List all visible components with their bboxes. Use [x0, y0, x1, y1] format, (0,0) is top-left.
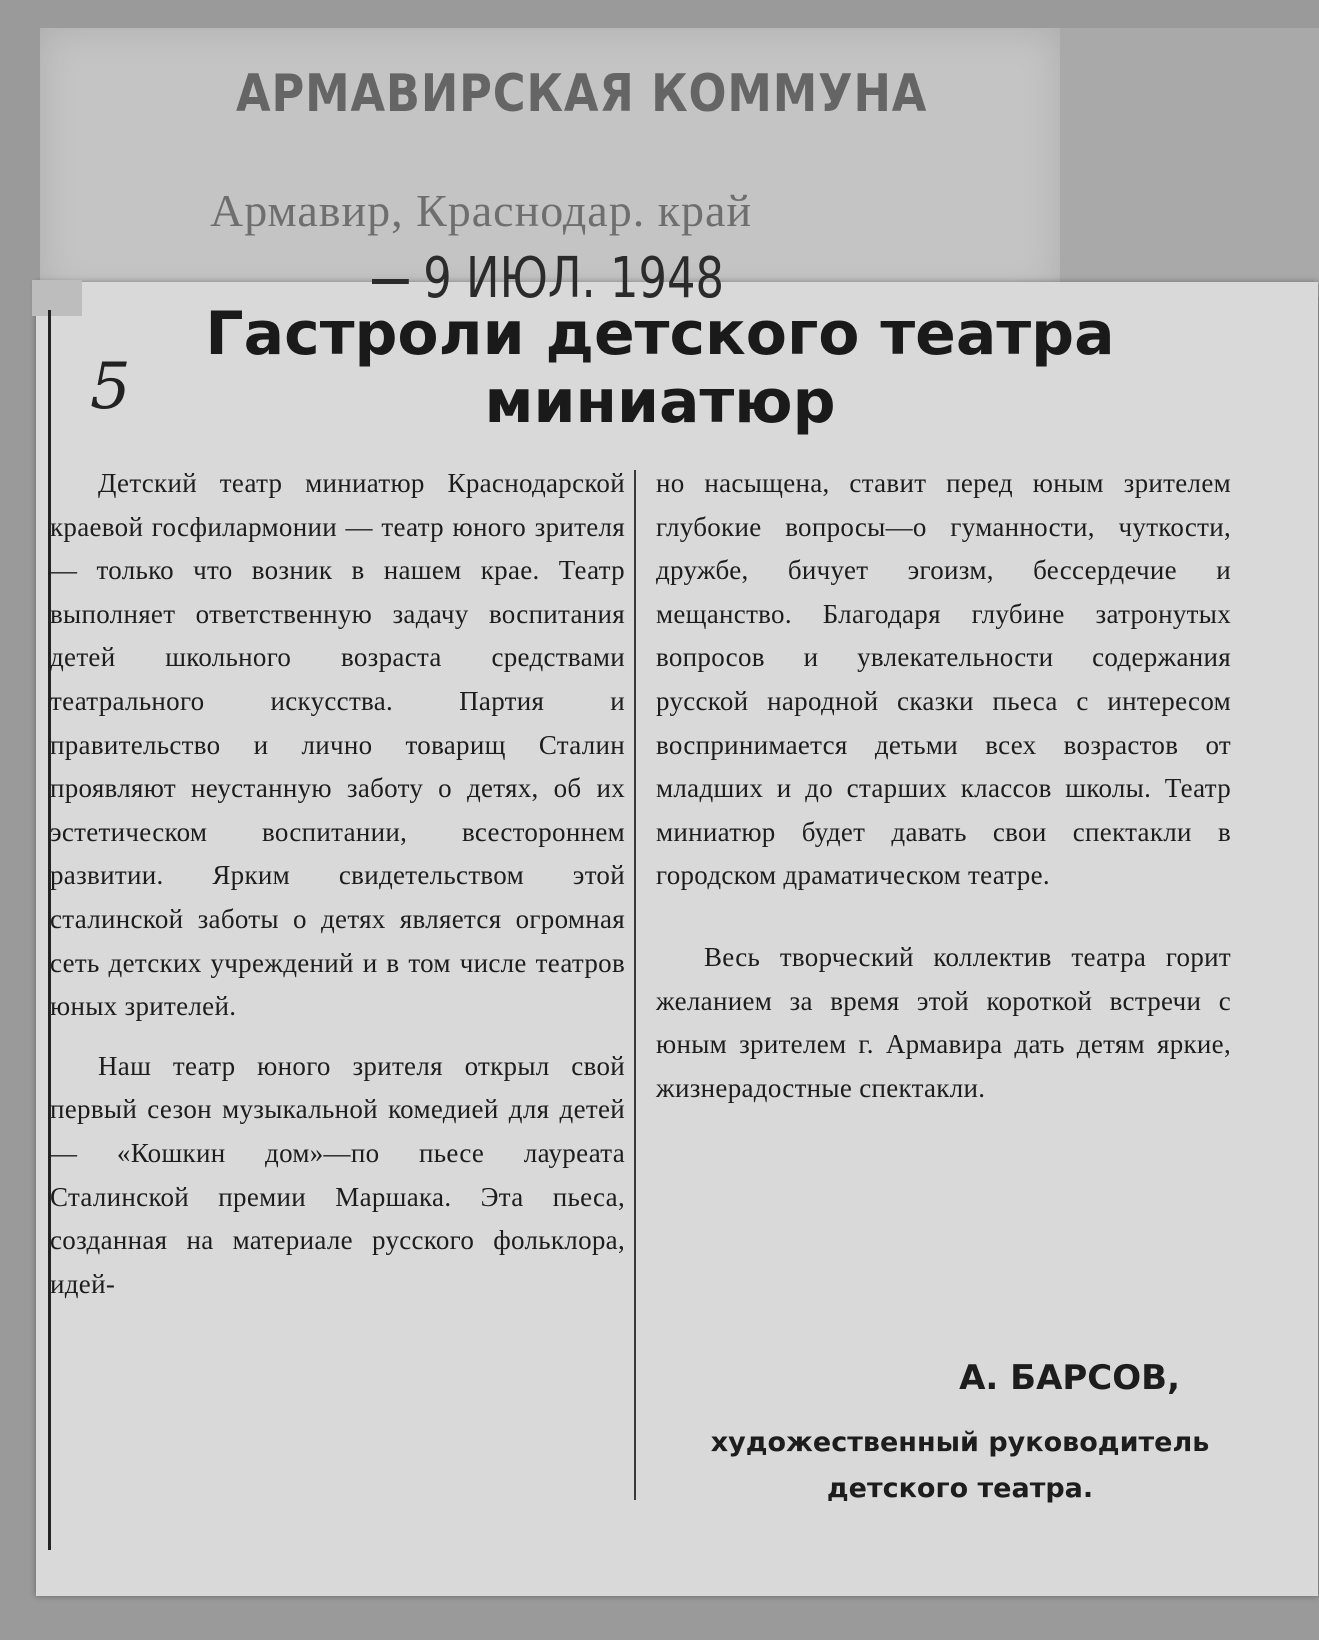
- paragraph: Наш театр юного зрителя открыл свой первый сезон музыкальной комедией для детей — «Кошкин дом»—по пьесе лауреата Сталинской премии Маршака. Эта пьеса, созданная на материале русского фольклора, идей-: [50, 1050, 625, 1299]
- article-title: Гастроли детского театра миниатюр: [205, 299, 1115, 437]
- place-stamp: Армавир, Краснодар. край: [210, 185, 753, 236]
- paragraph: Весь творческий коллектив театра горит желанием за время этой короткой встречи с юным зрителем г. Армавира дать детям яркие, жизнерадостные спектакли.: [656, 941, 1231, 1103]
- handwritten-number: 5: [90, 350, 131, 424]
- paragraph: Детский театр миниатюр Краснодарской краевой госфилармонии — театр юного зрителя— только что возник в нашем крае. Театр выполняет ответственную задачу воспитания детей школьного возраста средствами театрального искусства. Партия и правительство и лично товарищ Сталин проявляют неустанную заботу о детях, об их эстетическом воспитании, всестороннем развитии. Ярким свидетельством этой сталинской заботы о детях является огромная сеть детских учреждений и в том числе театров юных зрителей.: [50, 468, 625, 1022]
- author-role: художественный руководитель детского театра.: [710, 1427, 1210, 1504]
- author-name: А. БАРСОВ,: [959, 1358, 1180, 1398]
- paragraph: но насыщена, ставит перед юным зрителем глубокие вопросы—о гуманности, чуткости, дружбе, бичует эгоизм, бессердечие и мещанство. Благодаря глубине затронутых вопросов и увлекательности содержания русской народной сказки пьеса с интересом воспринимается детьми всех возрастов от младших и до старших классов школы. Театр миниатюр будет давать свои спектакли в городском драматическом театре.: [656, 468, 1231, 891]
- article-column-right: [656, 462, 1231, 1110]
- newspaper-stamp: АРМАВИРСКАЯ КОММУНА: [236, 64, 928, 124]
- background-strip: [1060, 28, 1319, 298]
- column-divider: [634, 470, 636, 1500]
- article-column-left: [50, 462, 625, 1306]
- date-stamp: 9 ИЮЛ. 1948: [372, 246, 724, 311]
